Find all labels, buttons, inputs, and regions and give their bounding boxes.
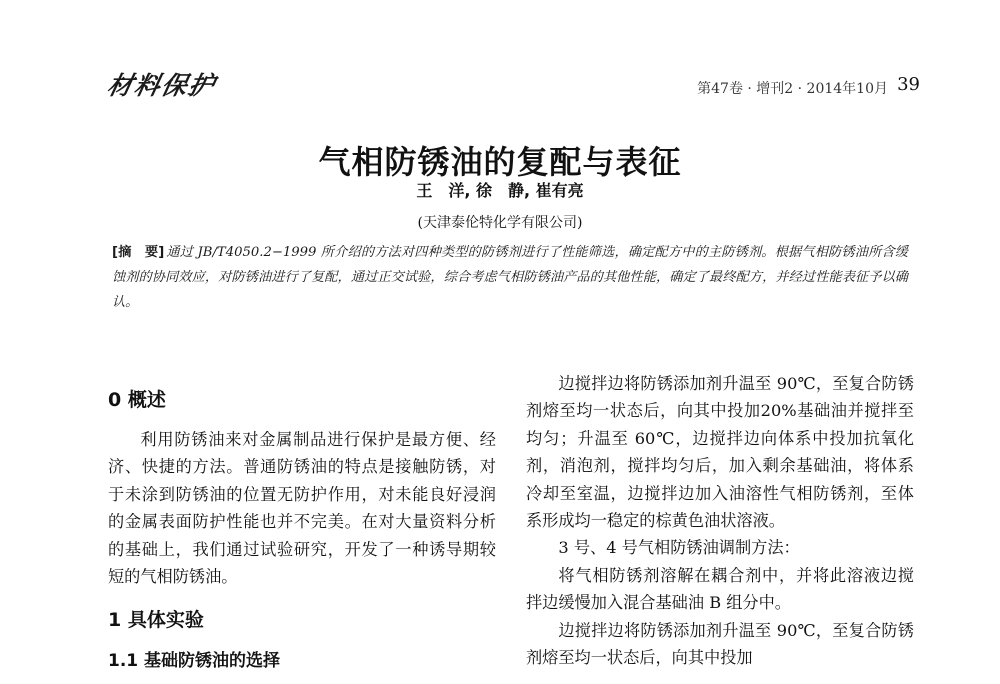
right-paragraph-2: 3 号、4 号气相防锈油调制方法：	[558, 538, 800, 558]
paper-title: 气相防锈油的复配与表征	[318, 143, 682, 182]
abstract	[112, 240, 908, 315]
right-paragraph-4: 边搅拌边将防锈添加剂升温至 90℃，至复合防锈剂熔至均一状态后，向其中投加	[526, 620, 914, 668]
abstract-label: [摘 要]	[112, 245, 165, 260]
right-column	[526, 370, 914, 671]
affiliation: (天津泰伦特化学有限公司)	[417, 215, 583, 231]
page-number: 39	[897, 74, 920, 95]
abstract-text: 通过 JB/T4050.2−1999 所介绍的方法对四种类型的防锈剂进行了性能筛选，确定配方中的主防锈剂。根据气相防锈油所含缓蚀剂的协同效应，对防锈油进行了复配，通过正交试验，综合考虑气相防锈油产品的其他性能，确定了最终配方，并经过性能表征予以确认。	[112, 245, 908, 310]
issue-info: 第47卷 · 增刊2 · 2014年10月	[697, 81, 888, 97]
journal-logo: 材料保护	[104, 71, 219, 100]
section-1-1-heading: 1.1 基础防锈油的选择	[108, 651, 281, 672]
section-0-heading: 0 概述	[108, 389, 166, 411]
authors: 王 洋, 徐 静, 崔有亮	[416, 181, 584, 200]
right-paragraph-3: 将气相防锈剂溶解在耦合剂中，并将此溶液边搅拌边缓慢加入混合基础油 B 组分中。	[526, 565, 914, 613]
right-paragraph-1: 边搅拌边将防锈添加剂升温至 90℃，至复合防锈剂熔至均一状态后，向其中投加20%基础油并搅拌至均匀；升温至 60℃，边搅拌边向体系中投加抗氧化剂，消泡剂，搅拌均匀后，加入剩余基础油，将体系冷却至室温，边搅拌边加入油溶性气相防锈剂，至体系形成均一稳定的棕黄色油状溶液。	[526, 374, 914, 531]
section-1-heading: 1 具体实验	[108, 609, 204, 632]
section-0-paragraph: 利用防锈油来对金属制品进行保护是最方便、经济、快捷的方法。普通防锈油的特点是接触防锈，对于未涂到防锈油的位置无防护作用，对未能良好浸润的金属表面防护性能也并不完美。在对大量资料分析的基础上，我们通过试验研究，开发了一种诱导期较短的气相防锈油。	[108, 430, 496, 587]
left-column	[108, 384, 496, 676]
